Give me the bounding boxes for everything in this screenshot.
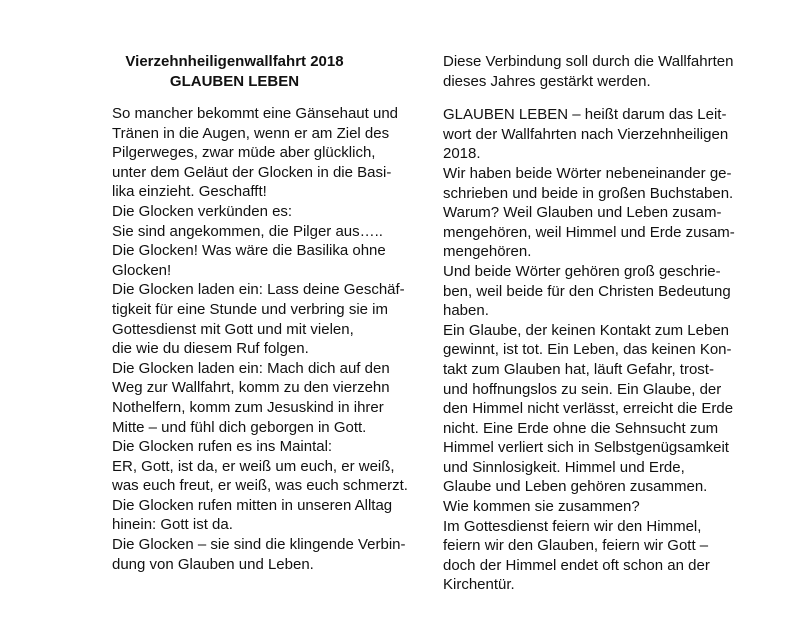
text-line: Glocken! — [112, 261, 172, 279]
text-line: Mitte – und fühl dich geborgen in Gott. — [112, 418, 367, 436]
text-line: Diese Verbindung soll durch die Wallfahrten — [443, 53, 734, 70]
text-line: Die Glocken laden ein: Lass deine Geschäf- — [112, 281, 405, 299]
text-line: mengehören, weil Himmel und Erde zusam- — [443, 223, 735, 241]
text-line: Die Glocken verkünden es: — [112, 202, 293, 220]
text-line: Pilgerweges, zwar müde aber glücklich, — [112, 144, 376, 162]
text-line: So mancher bekommt eine Gänsehaut und — [112, 105, 399, 122]
left-body-paragraph — [112, 104, 418, 574]
right-body-paragraph — [443, 105, 765, 595]
text-line: feiern wir den Glauben, feiern wir Gott – — [443, 537, 709, 555]
text-line: und hoffnungslos zu sein. Ein Glaube, der — [443, 380, 722, 398]
text-line: Wie kommen sie zusammen? — [443, 498, 640, 516]
text-line: dieses Jahres gestärkt werden. — [443, 72, 651, 90]
text-line: die wie du diesem Ruf folgen. — [112, 340, 309, 358]
text-line: tigkeit für eine Stunde und verbring sie im — [112, 300, 388, 318]
text-line: Nothelfern, komm zum Jesuskind in ihrer — [112, 398, 384, 416]
text-line: was euch freut, er weiß, was euch schmerzt. — [112, 477, 408, 495]
heading-subtitle: GLAUBEN LEBEN — [169, 72, 300, 90]
text-line: doch der Himmel endet oft schon an der — [443, 556, 710, 574]
text-line: Die Glocken laden ein: Mach dich auf den — [112, 359, 390, 377]
right-column — [443, 52, 765, 595]
text-line: Gottesdienst mit Gott und mit vielen, — [112, 320, 354, 338]
text-line: Kirchentür. — [443, 576, 515, 594]
text-line: und Sinnlosigkeit. Himmel und Erde, — [443, 458, 685, 476]
left-column — [112, 52, 418, 574]
text-line: Tränen in die Augen, wenn er am Ziel des — [112, 124, 390, 142]
text-line: Ein Glaube, der keinen Kontakt zum Leben — [443, 321, 730, 339]
text-line: schrieben und beide in großen Buchstaben. — [443, 184, 734, 202]
right-intro-paragraph — [443, 52, 765, 91]
text-line: Wir haben beide Wörter nebeneinander ge- — [443, 164, 732, 182]
text-line: mengehören. — [443, 243, 532, 261]
text-line: unter dem Geläut der Glocken in die Basi- — [112, 163, 392, 181]
text-line: gewinnt, ist tot. Ein Leben, das keinen Kon- — [443, 341, 732, 359]
text-line: Und beide Wörter gehören groß geschrie- — [443, 262, 721, 280]
text-line: Sie sind angekommen, die Pilger aus….. — [112, 222, 383, 240]
text-line: hinein: Gott ist da. — [112, 516, 233, 534]
text-line: den Himmel nicht verlässt, erreicht die Erde — [443, 400, 734, 418]
text-line: Warum? Weil Glauben und Leben zusam- — [443, 204, 722, 222]
text-line: Himmel verliert sich in Selbstgenügsamkeit — [443, 439, 729, 457]
text-line: Weg zur Wallfahrt, komm zu den vierzehn — [112, 379, 390, 397]
text-line: takt zum Glauben hat, läuft Gefahr, trost- — [443, 360, 714, 378]
text-line: ben, weil beide für den Christen Bedeutung — [443, 282, 731, 300]
text-line: 2018. — [443, 145, 481, 163]
text-line: nicht. Eine Erde ohne die Sehnsucht zum — [443, 419, 719, 437]
text-line: Die Glocken rufen es ins Maintal: — [112, 438, 333, 456]
text-line: ER, Gott, ist da, er weiß um euch, er weiß, — [112, 457, 395, 475]
text-line: GLAUBEN LEBEN – heißt darum das Leit- — [443, 106, 727, 124]
text-line: Glaube und Leben gehören zusammen. — [443, 478, 708, 496]
text-line: dung von Glauben und Leben. — [112, 555, 314, 573]
heading-text — [112, 52, 357, 91]
text-line: lika einzieht. Geschafft! — [112, 183, 267, 201]
document-heading — [112, 52, 357, 91]
text-line: Die Glocken rufen mitten in unseren Alltag — [112, 496, 393, 514]
text-line: wort der Wallfahrten nach Vierzehnheiligen — [443, 125, 729, 143]
text-line: Die Glocken! Was wäre die Basilika ohne — [112, 242, 386, 260]
text-line: Im Gottesdienst feiern wir den Himmel, — [443, 517, 702, 535]
text-line: haben. — [443, 302, 489, 320]
heading-title: Vierzehnheiligenwallfahrt 2018 — [125, 53, 344, 70]
text-line: Die Glocken – sie sind die klingende Verbin- — [112, 536, 406, 554]
